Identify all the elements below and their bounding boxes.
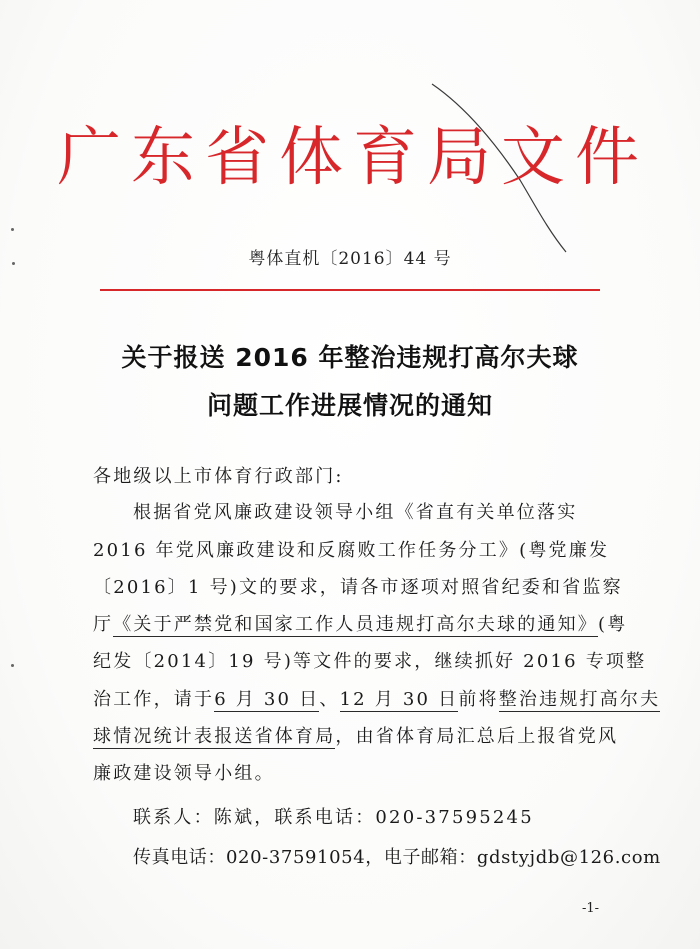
text-fragment: 、 xyxy=(319,689,340,710)
paragraph-line: 2016 年党风廉政建设和反腐败工作任务分工》(粤党廉发 xyxy=(93,540,610,561)
paragraph-line xyxy=(93,685,660,711)
text-fragment: 治工作，请于 xyxy=(93,689,215,710)
underlined-date: 12 月 30 日 xyxy=(339,689,459,710)
paragraph-line: 廉政建设领导小组。 xyxy=(93,763,275,784)
contact-line: 联系人：陈斌，联系电话：020-37595245 xyxy=(133,807,534,828)
paragraph-line: 根据省党风廉政建设领导小组《省直有关单位落实 xyxy=(133,502,578,523)
text-fragment: 前将 xyxy=(458,689,499,710)
document-number: 粤体直机〔2016〕44 号 xyxy=(248,249,452,269)
text-fragment: ，由省体育局汇总后上报省党风 xyxy=(335,726,619,747)
underlined-task: 整治违规打高尔夫 xyxy=(498,689,661,710)
underlined-task: 球情况统计表报送省体育局 xyxy=(93,726,336,747)
scan-speck xyxy=(11,664,14,667)
agency-letterhead: 广东省体育局文件 xyxy=(57,121,649,195)
document-title-line-2: 问题工作进展情况的通知 xyxy=(206,391,493,420)
fax-email-line: 传真电话：020-37591054，电子邮箱：gdstyjdb@126.com xyxy=(133,847,661,868)
underlined-reference: 《关于严禁党和国家工作人员违规打高尔夫球的通知》 xyxy=(113,614,599,635)
paragraph-line xyxy=(93,610,627,636)
document-title-line-1: 关于报送 2016 年整治违规打高尔夫球 xyxy=(121,343,579,372)
text-fragment: (粤 xyxy=(598,614,628,635)
scan-speck xyxy=(11,228,14,231)
text-fragment: 厅 xyxy=(93,614,114,635)
paragraph-line: 〔2016〕1 号)文的要求，请各市逐项对照省纪委和省监察 xyxy=(93,577,623,598)
paragraph-line: 纪发〔2014〕19 号)等文件的要求，继续抓好 2016 专项整 xyxy=(93,651,647,672)
underlined-date: 6 月 30 日 xyxy=(214,689,320,710)
page-number: -1- xyxy=(582,901,600,916)
paragraph-line xyxy=(93,722,618,748)
addressee: 各地级以上市体育行政部门: xyxy=(93,466,344,487)
letterhead-divider xyxy=(100,289,600,291)
